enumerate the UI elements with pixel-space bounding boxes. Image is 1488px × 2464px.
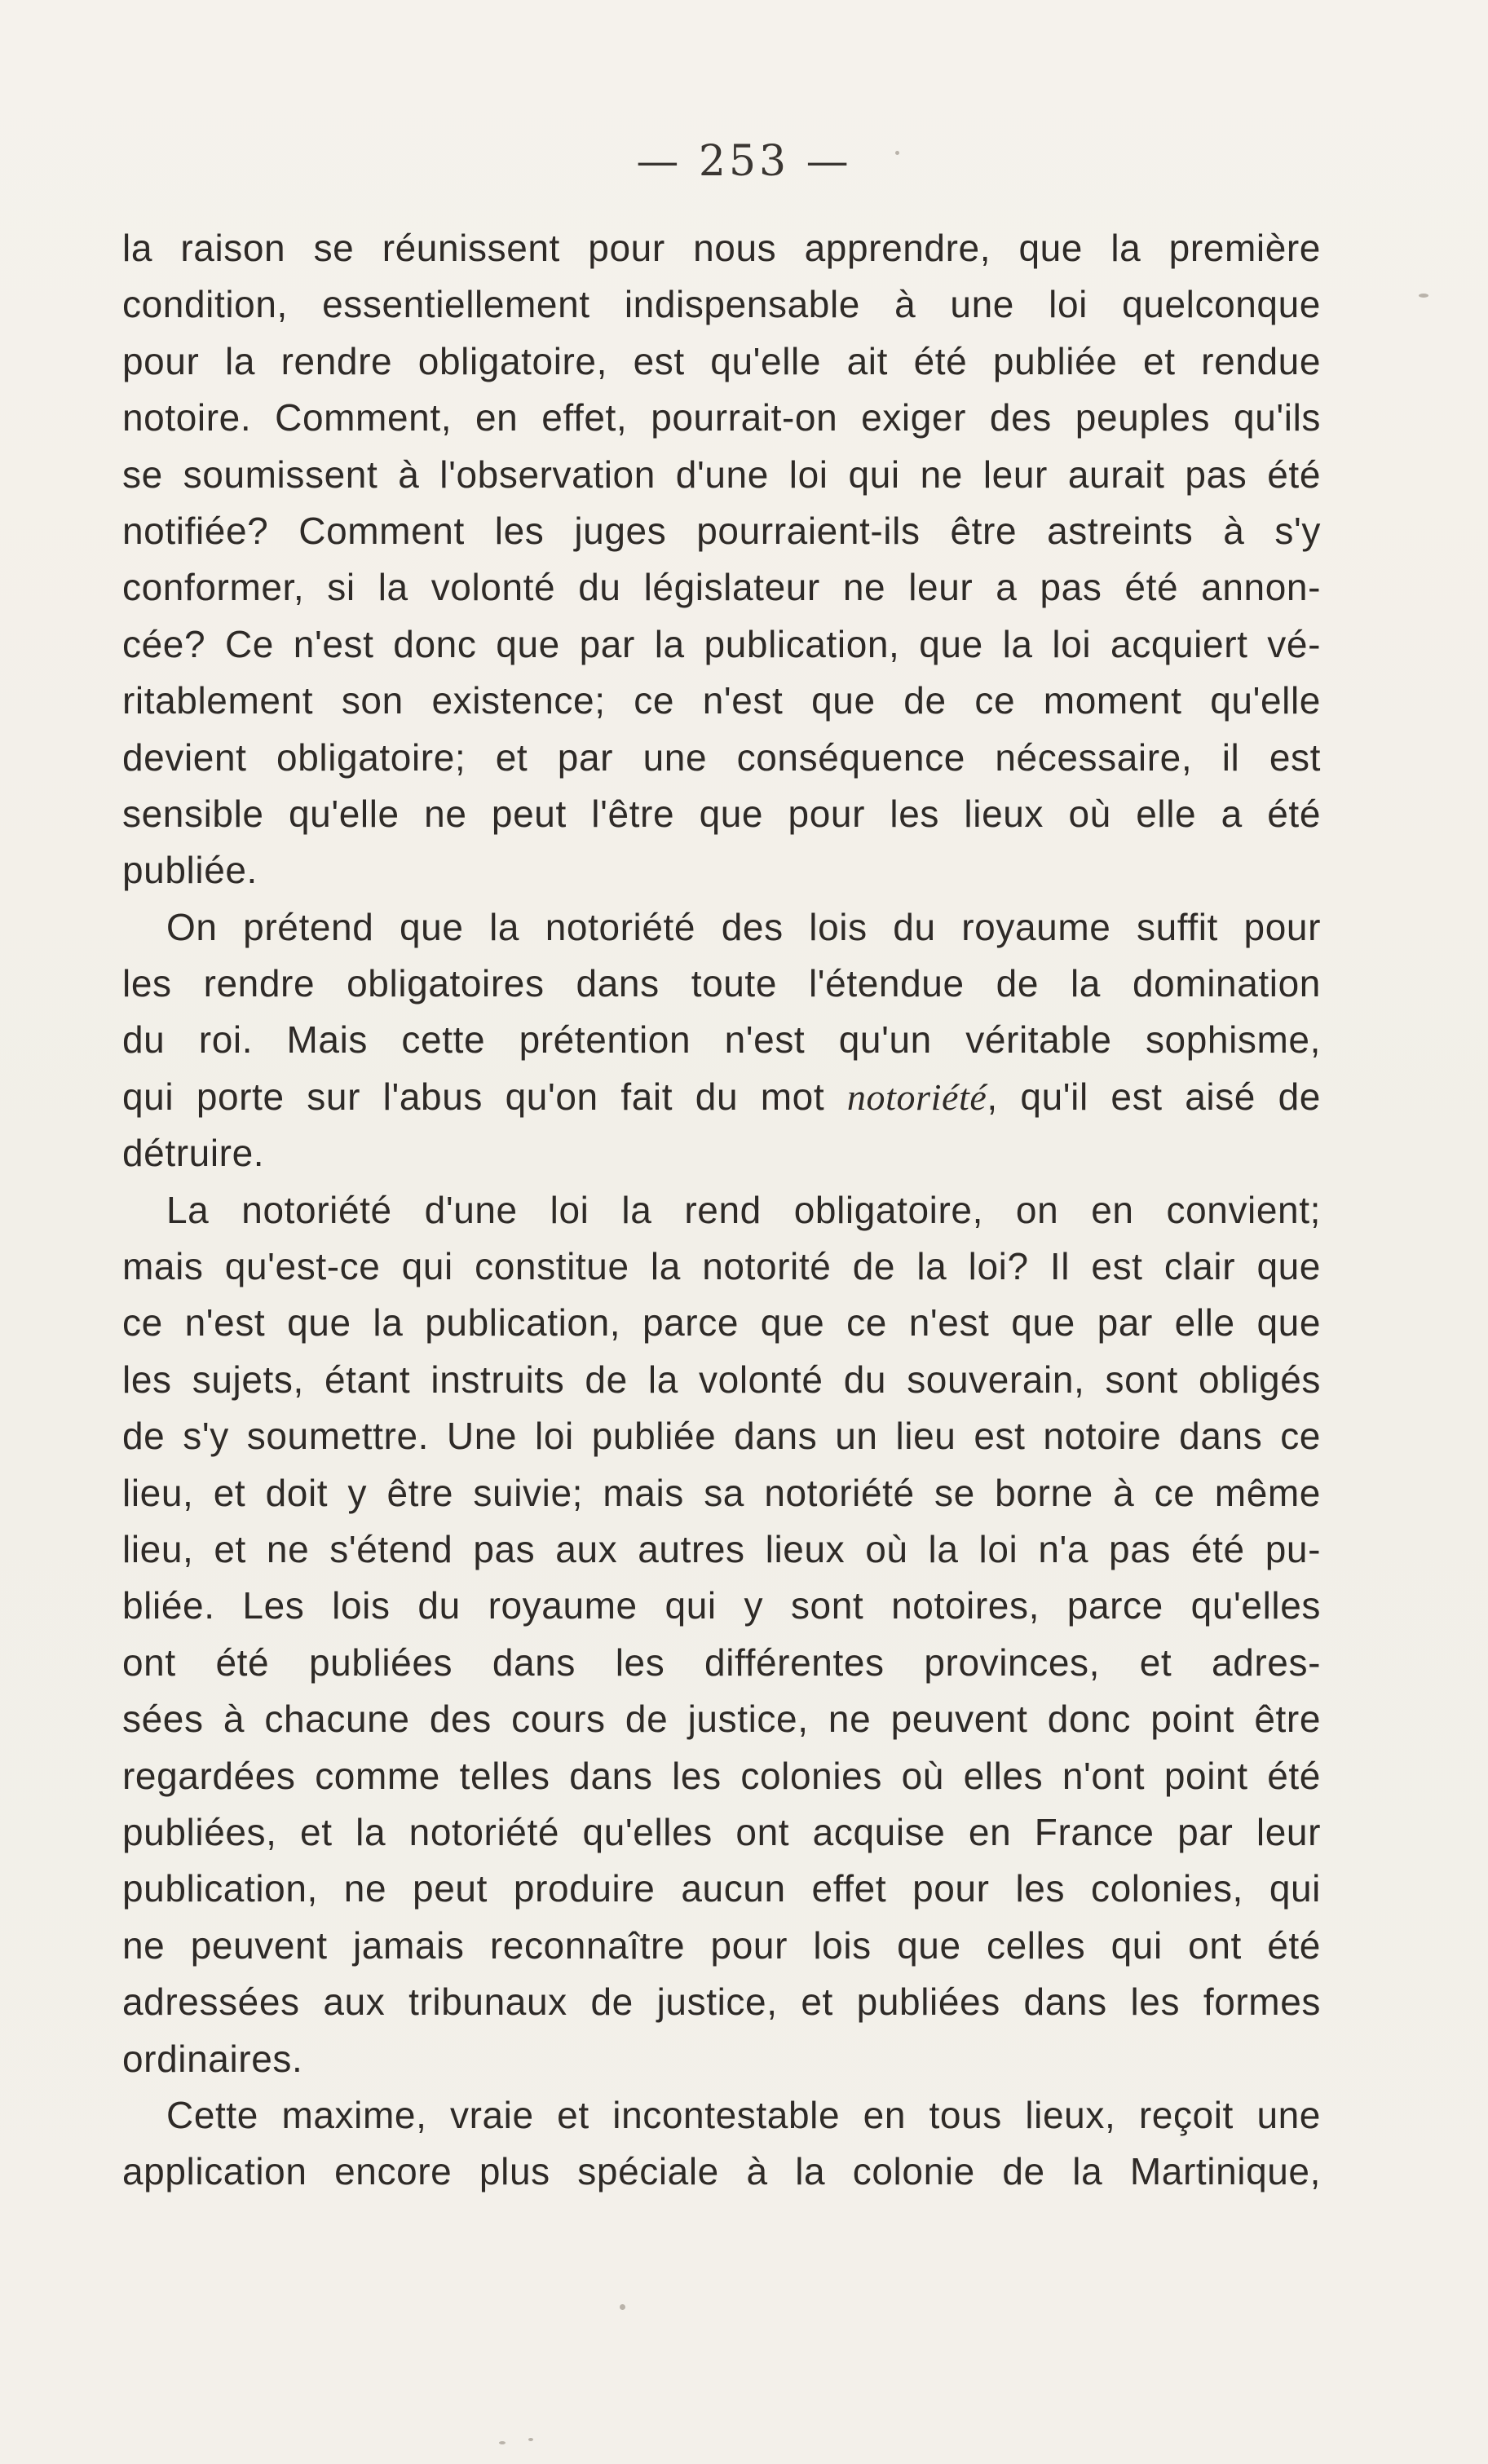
text-line: regardées comme telles dans les colonies où elles n'ont point été: [122, 1754, 1321, 1797]
text-line: lieu, et ne s'étend pas aux autres lieux où la loi n'a pas été pu-: [122, 1527, 1321, 1570]
text-line: pour la rendre obligatoire, est qu'elle ait été publiée et rendue: [122, 339, 1321, 382]
text-line: cée? Ce n'est donc que par la publication, que la loi acquiert vé-: [122, 622, 1321, 665]
text-line: de s'y soumettre. Une loi publiée dans un lieu est notoire dans ce: [122, 1415, 1321, 1458]
text-line: ce n'est que la publication, parce que ce n'est que par elle que: [122, 1301, 1321, 1345]
text-line: se soumissent à l'observation d'une loi qui ne leur aurait pas été: [122, 453, 1321, 496]
text-line: adressées aux tribunaux de justice, et publiées dans les formes: [122, 1980, 1321, 2024]
paragraph-start-line: On prétend que la notoriété des lois du royaume suffit pour: [166, 905, 1321, 948]
text-line: conformer, si la volonté du législateur ne leur a pas été annon-: [122, 566, 1321, 609]
text-line: sensible qu'elle ne peut l'être que pour les lieux où elle a été: [122, 792, 1321, 835]
text-line: la raison se réunissent pour nous apprendre, que la première: [122, 227, 1321, 269]
text-line: application encore plus spéciale à la colonie de la Martinique,: [122, 2150, 1321, 2193]
text-line: mais qu'est-ce qui constitue la notorité de la loi? Il est clair que: [122, 1245, 1321, 1288]
text-line: du roi. Mais cette prétention n'est qu'un véritable sophisme,: [122, 1018, 1321, 1062]
paper-speck: [528, 2438, 533, 2441]
paragraph-start-line: Cette maxime, vraie et incontestable en tous lieux, reçoit une: [166, 2093, 1321, 2136]
paper-speck: [1419, 294, 1428, 298]
text-line: les sujets, étant instruits de la volonté du souverain, sont obligés: [122, 1358, 1321, 1401]
text-line: notoire. Comment, en effet, pourrait-on exiger des peuples qu'ils: [122, 396, 1321, 439]
text-line: détruire.: [122, 1132, 265, 1175]
text-line: publiée.: [122, 849, 258, 892]
text-line: notifiée? Comment les juges pourraient-ils être astreints à s'y: [122, 509, 1321, 552]
page-number: — 253 —: [636, 137, 852, 186]
text-line: ont été publiées dans les différentes provinces, et adres-: [122, 1640, 1321, 1684]
text-segment: qui porte sur l'abus qu'on fait du mot: [122, 1075, 847, 1118]
text-line: les rendre obligatoires dans toute l'étendue de la domination: [122, 962, 1321, 1005]
paragraph-start-line: La notoriété d'une loi la rend obligatoire, on en convient;: [166, 1188, 1321, 1231]
text-line: condition, essentiellement indispensable à une loi quelconque: [122, 283, 1321, 326]
text-line: ritablement son existence; ce n'est que de ce moment qu'elle: [122, 679, 1321, 722]
italic-word: notoriété: [846, 1075, 987, 1118]
paper-speck: [895, 151, 899, 155]
text-line: lieu, et doit y être suivie; mais sa notoriété se borne à ce même: [122, 1471, 1321, 1514]
text-line: devient obligatoire; et par une conséquence nécessaire, il est: [122, 735, 1321, 779]
text-line-with-italic: [122, 1069, 1321, 1125]
body-text: [122, 220, 1321, 2201]
text-line: ne peuvent jamais reconnaître pour lois que celles qui ont été: [122, 1923, 1321, 1967]
text-line: ordinaires.: [122, 2037, 303, 2080]
text-line: bliée. Les lois du royaume qui y sont notoires, parce qu'elles: [122, 1584, 1321, 1627]
paper-speck: [499, 2441, 506, 2444]
text-segment: , qu'il est aisé de: [987, 1075, 1321, 1118]
text-line: sées à chacune des cours de justice, ne peuvent donc point être: [122, 1698, 1321, 1741]
text-line: publication, ne peut produire aucun effet pour les colonies, qui: [122, 1867, 1321, 1910]
text-line: publiées, et la notoriété qu'elles ont acquise en France par leur: [122, 1810, 1321, 1853]
paper-speck: [620, 2304, 625, 2310]
